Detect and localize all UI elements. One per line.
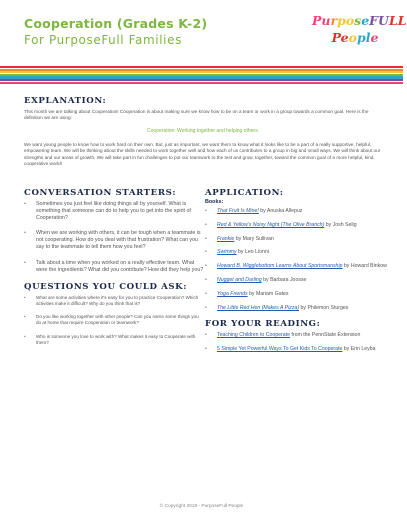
purposefull-people-logo bbox=[312, 12, 407, 58]
book-item bbox=[205, 291, 390, 298]
conversation-heading: CONVERSATION STARTERS: bbox=[24, 188, 177, 198]
book-link[interactable]: Frankie bbox=[217, 235, 235, 242]
list-item: • When we are working with others, it can be tough when a teammate is not cooperating. How do you deal with that frustration? What can you say to the teammate to tell them how you feel? bbox=[24, 230, 204, 251]
reading-list bbox=[205, 332, 390, 353]
list-item: • Talk about a time when you worked on a really effective team. What were the ingredients? What did you contribute? How did they help you? bbox=[24, 260, 204, 274]
logo-line-1 bbox=[312, 12, 407, 29]
conversation-list bbox=[24, 201, 204, 274]
book-link[interactable]: Nugget and Darling bbox=[217, 276, 262, 283]
page-title: Cooperation (Grades K-2) bbox=[24, 16, 208, 31]
book-item bbox=[205, 208, 390, 215]
explanation-heading: EXPLANATION: bbox=[24, 96, 107, 106]
list-item: • What are some activities where it's easy for you to practice Cooperation? Which activities make it difficult? Why do you think that is? bbox=[24, 295, 204, 307]
logo-part: e bbox=[370, 30, 379, 45]
reading-heading: FOR YOUR READING: bbox=[205, 319, 321, 330]
page-subtitle: For PurposeFull Families bbox=[24, 33, 182, 47]
books-list bbox=[205, 208, 390, 311]
book-item bbox=[205, 249, 390, 256]
article-source: from the PennState Extension bbox=[289, 332, 361, 339]
right-column bbox=[205, 188, 390, 360]
book-item bbox=[205, 305, 390, 312]
logo-part: e bbox=[361, 13, 370, 28]
book-author: by Howard Binkow bbox=[342, 263, 387, 270]
book-item bbox=[205, 236, 390, 243]
book-author: by Barbara Joosse bbox=[261, 276, 307, 283]
logo-part: o bbox=[348, 30, 357, 45]
book-link[interactable]: Red & Yellow's Noisy Night (The Olive Branch) bbox=[217, 221, 325, 228]
logo-part: pl bbox=[356, 30, 371, 45]
logo-part: LL bbox=[388, 13, 407, 28]
cooperation-definition: Cooperation: Working together and helping others. bbox=[147, 127, 259, 134]
logo-part: FU bbox=[369, 13, 389, 28]
book-link[interactable]: That Fruit Is Mine! bbox=[217, 208, 259, 214]
logo-part: s bbox=[354, 13, 362, 28]
book-author: by Mariam Gates bbox=[247, 290, 289, 297]
logo-part: po bbox=[337, 13, 355, 28]
book-link[interactable]: Swimmy bbox=[217, 249, 237, 256]
application-heading: APPLICATION: bbox=[205, 188, 284, 198]
copyright-footer: © Copyright 2019 - PurposeFull People bbox=[159, 504, 244, 509]
books-label: Books: bbox=[205, 199, 224, 205]
book-author: by Anuska Allepuz bbox=[258, 208, 303, 214]
logo-part: Pe bbox=[331, 30, 349, 45]
book-item bbox=[205, 263, 390, 270]
logo-part: Pu bbox=[312, 13, 331, 28]
article-link[interactable]: 5 Simple Yet Powerful Ways To Get Kids To Cooperate bbox=[217, 346, 343, 353]
book-link[interactable]: The Little Red Hen (Makes A Pizza) bbox=[217, 304, 300, 311]
book-author: by Mary Sullivan bbox=[234, 235, 274, 242]
left-column bbox=[24, 188, 204, 353]
explanation-paragraph-2: We want young people to know how to work hard on their own. But, just as important, we want them to know what it looks like to be a part of a really supportive, helpful, empowering team. We will be thinking about the skills needed to work together well and how each of us contributes to a group in big and small ways. We will think about our strengths and our areas of growth. We will take part in fun challenges to put our teamwork to the test and grow, together, toward the common goal of a more helpful, kind, cooperative world! bbox=[24, 141, 381, 167]
list-item: • Who is someone you love to work with? What makes it easy to Cooperate with them? bbox=[24, 334, 204, 346]
rainbow-stripes bbox=[0, 66, 403, 85]
reading-item bbox=[205, 332, 390, 339]
explanation-section bbox=[24, 96, 382, 167]
reading-item bbox=[205, 346, 390, 353]
book-item bbox=[205, 222, 390, 229]
book-author: by Philemon Sturges bbox=[299, 304, 349, 311]
book-author: by Leo Lionni bbox=[236, 249, 269, 256]
article-link[interactable]: Teaching Children to Cooperate bbox=[217, 332, 290, 339]
list-item: • Sometimes you just feel like doing things all by yourself. What is something that someone can do to help you to get into the spirit of Cooperation? bbox=[24, 201, 204, 222]
logo-part: r bbox=[330, 13, 338, 28]
book-link[interactable]: Yoga Friends bbox=[217, 290, 248, 297]
list-item: • Do you like working together with other people? Can you name some things you do at home that require Cooperation or teamwork? bbox=[24, 314, 204, 326]
article-source: by Erin Leyba bbox=[342, 346, 376, 353]
explanation-paragraph: This month we are talking about Cooperation! Cooperation is about making sure we know how to be on a team or work in a group towards a common goal. Here is the definition we are using: bbox=[24, 109, 369, 121]
questions-heading: QUESTIONS YOU COULD ASK: bbox=[24, 281, 188, 292]
logo-line-2 bbox=[312, 29, 390, 46]
book-author: by Josh Selig bbox=[324, 221, 357, 228]
book-link[interactable]: Howard B. Wigglebottom Learns About Sportsmanship bbox=[217, 263, 343, 270]
page-header bbox=[24, 16, 284, 48]
stripe bbox=[0, 82, 403, 84]
book-item bbox=[205, 277, 390, 284]
questions-list bbox=[24, 295, 204, 346]
